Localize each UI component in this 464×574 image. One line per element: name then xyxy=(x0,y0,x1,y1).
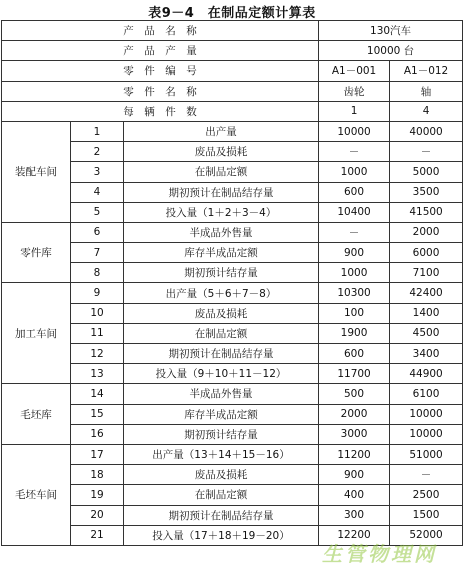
header-value: 10000 台 xyxy=(319,41,463,61)
row-number: 16 xyxy=(71,424,124,444)
row-number: 7 xyxy=(71,243,124,263)
row-number: 6 xyxy=(71,222,124,242)
value-part2: 2000 xyxy=(390,222,463,242)
value-part1: 1900 xyxy=(319,323,390,343)
table-row xyxy=(2,202,463,222)
table-row xyxy=(2,323,463,343)
value-part2: 3500 xyxy=(390,182,463,202)
value-part2: 42400 xyxy=(390,283,463,303)
table-row xyxy=(2,243,463,263)
table-row xyxy=(2,263,463,283)
value-part1: 100 xyxy=(319,303,390,323)
row-number: 11 xyxy=(71,323,124,343)
row-item: 在制品定额 xyxy=(124,162,319,182)
row-item: 废品及损耗 xyxy=(124,465,319,485)
value-part2: 40000 xyxy=(390,121,463,141)
header-value-part2: A1－012 xyxy=(390,61,463,81)
header-value-part2: 轴 xyxy=(390,81,463,101)
header-label: 零 件 编 号 xyxy=(2,61,319,81)
table-row xyxy=(2,505,463,525)
header-label: 每 辆 件 数 xyxy=(2,101,319,121)
value-part1: 2000 xyxy=(319,404,390,424)
row-number: 19 xyxy=(71,485,124,505)
value-part1: 900 xyxy=(319,465,390,485)
row-number: 1 xyxy=(71,121,124,141)
table-row xyxy=(2,364,463,384)
value-part2: 1500 xyxy=(390,505,463,525)
header-label: 零 件 名 称 xyxy=(2,81,319,101)
value-part1: 500 xyxy=(319,384,390,404)
header-value: 130汽车 xyxy=(319,21,463,41)
workshop-name: 毛坯车间 xyxy=(2,444,71,545)
header-value-part1: A1－001 xyxy=(319,61,390,81)
table-row xyxy=(2,283,463,303)
table-row xyxy=(2,303,463,323)
row-number: 3 xyxy=(71,162,124,182)
value-part1: 400 xyxy=(319,485,390,505)
row-number: 17 xyxy=(71,444,124,464)
header-row xyxy=(2,81,463,101)
header-value-part1: 齿轮 xyxy=(319,81,390,101)
value-part2: 10000 xyxy=(390,404,463,424)
row-item: 出产量（13＋14＋15－16） xyxy=(124,444,319,464)
row-number: 9 xyxy=(71,283,124,303)
watermark: 生管物理网 xyxy=(322,542,437,566)
table-title: 表9－4 在制品定额计算表 xyxy=(148,6,316,21)
value-part2: － xyxy=(390,465,463,485)
value-part1: 10300 xyxy=(319,283,390,303)
row-item: 投入量（1＋2＋3－4） xyxy=(124,202,319,222)
value-part2: 6100 xyxy=(390,384,463,404)
value-part2: 5000 xyxy=(390,162,463,182)
table-row xyxy=(2,344,463,364)
row-number: 8 xyxy=(71,263,124,283)
workshop-name: 装配车间 xyxy=(2,121,71,222)
value-part1: 11200 xyxy=(319,444,390,464)
table-row xyxy=(2,404,463,424)
value-part2: － xyxy=(390,142,463,162)
value-part1: 3000 xyxy=(319,424,390,444)
row-number: 18 xyxy=(71,465,124,485)
value-part2: 1400 xyxy=(390,303,463,323)
row-item: 投入量（17＋18＋19－20） xyxy=(124,525,319,545)
row-item: 半成品外售量 xyxy=(124,384,319,404)
row-item: 出产量（5＋6＋7－8） xyxy=(124,283,319,303)
row-number: 12 xyxy=(71,344,124,364)
table-row xyxy=(2,384,463,404)
table-row xyxy=(2,142,463,162)
value-part2: 2500 xyxy=(390,485,463,505)
value-part1: 300 xyxy=(319,505,390,525)
row-item: 期初预计结存量 xyxy=(124,263,319,283)
header-label: 产 品 名 称 xyxy=(2,21,319,41)
header-row xyxy=(2,41,463,61)
value-part2: 6000 xyxy=(390,243,463,263)
table-row xyxy=(2,465,463,485)
table-row xyxy=(2,444,463,464)
workshop-name: 加工车间 xyxy=(2,283,71,384)
value-part2: 7100 xyxy=(390,263,463,283)
row-item: 投入量（9＋10＋11－12） xyxy=(124,364,319,384)
table-row xyxy=(2,121,463,141)
value-part2: 10000 xyxy=(390,424,463,444)
value-part1: 11700 xyxy=(319,364,390,384)
table-row xyxy=(2,182,463,202)
row-number: 5 xyxy=(71,202,124,222)
row-item: 废品及损耗 xyxy=(124,142,319,162)
value-part1: 1000 xyxy=(319,162,390,182)
row-number: 15 xyxy=(71,404,124,424)
row-item: 在制品定额 xyxy=(124,485,319,505)
workshop-name: 毛坯库 xyxy=(2,384,71,445)
value-part1: 12200 xyxy=(319,525,390,545)
table-row xyxy=(2,485,463,505)
table-row xyxy=(2,162,463,182)
value-part1: 900 xyxy=(319,243,390,263)
header-value-part2: 4 xyxy=(390,101,463,121)
row-item: 库存半成品定额 xyxy=(124,243,319,263)
row-item: 期初预计结存量 xyxy=(124,424,319,444)
row-item: 废品及损耗 xyxy=(124,303,319,323)
value-part2: 41500 xyxy=(390,202,463,222)
header-row xyxy=(2,61,463,81)
row-number: 21 xyxy=(71,525,124,545)
header-row xyxy=(2,101,463,121)
row-item: 出产量 xyxy=(124,121,319,141)
value-part1: － xyxy=(319,142,390,162)
row-number: 20 xyxy=(71,505,124,525)
table-row xyxy=(2,424,463,444)
row-item: 库存半成品定额 xyxy=(124,404,319,424)
row-number: 14 xyxy=(71,384,124,404)
value-part2: 51000 xyxy=(390,444,463,464)
row-number: 4 xyxy=(71,182,124,202)
value-part1: 1000 xyxy=(319,263,390,283)
value-part1: 10000 xyxy=(319,121,390,141)
value-part2: 52000 xyxy=(390,525,463,545)
row-item: 半成品外售量 xyxy=(124,222,319,242)
row-number: 13 xyxy=(71,364,124,384)
value-part2: 3400 xyxy=(390,344,463,364)
value-part2: 4500 xyxy=(390,323,463,343)
row-number: 10 xyxy=(71,303,124,323)
norm-calculation-table xyxy=(1,20,463,546)
table-row xyxy=(2,222,463,242)
header-value-part1: 1 xyxy=(319,101,390,121)
workshop-name: 零件库 xyxy=(2,222,71,283)
value-part1: － xyxy=(319,222,390,242)
value-part1: 10400 xyxy=(319,202,390,222)
value-part1: 600 xyxy=(319,182,390,202)
row-item: 期初预计在制品结存量 xyxy=(124,505,319,525)
header-row xyxy=(2,21,463,41)
table-row xyxy=(2,525,463,545)
row-item: 在制品定额 xyxy=(124,323,319,343)
header-label: 产 品 产 量 xyxy=(2,41,319,61)
row-item: 期初预计在制品结存量 xyxy=(124,182,319,202)
row-item: 期初预计在制品结存量 xyxy=(124,344,319,364)
value-part2: 44900 xyxy=(390,364,463,384)
value-part1: 600 xyxy=(319,344,390,364)
row-number: 2 xyxy=(71,142,124,162)
